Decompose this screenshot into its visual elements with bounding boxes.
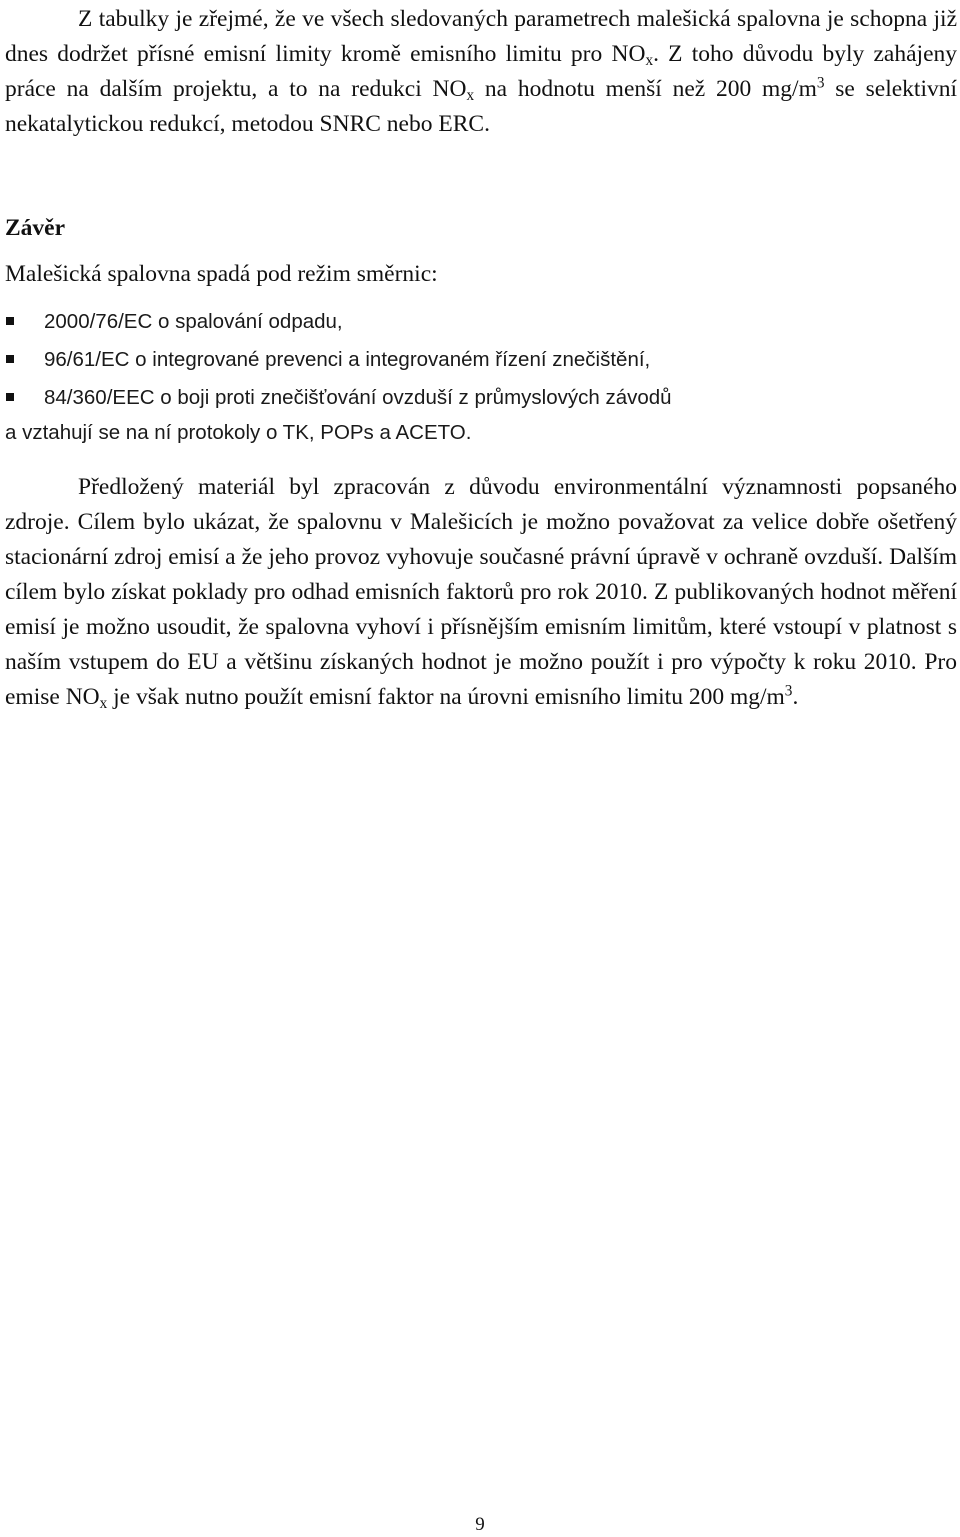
section-heading: Závěr xyxy=(5,215,66,241)
square-bullet-icon xyxy=(6,355,14,363)
paragraph-text: Předložený materiál byl zpracován z důvodu environmentální významnosti popsaného zdroje. Cílem bylo ukázat, že spalovnu v Malešicích je možno považovat za velice dobře ošetřený stacionární zdroj emisí a že jeho provoz vyhovuje současné právní úpravě v ochraně ovzduší. Dalším cílem bylo získat poklady pro odhad emisních faktorů pro rok 2010. Z publikovaných hodnot měření emisí je možno usoudit, že spalovna vyhoví i přísnějším emisním limitům, které vstoupí v platnost s naším vstupem do EU a většinu získaných hodnot je možno použít i pro výpočty k roku 2010. Pro emise NO xyxy=(5,474,957,710)
directive-text: 2000/76/EC o spalování odpadu, xyxy=(44,310,343,333)
list-item xyxy=(5,344,672,382)
square-bullet-icon xyxy=(6,393,14,401)
superscript: 3 xyxy=(816,74,825,92)
list-item xyxy=(5,382,672,420)
list-item xyxy=(5,306,672,344)
paragraph-text: . Z toho důvodu byly zahájeny práce na dalším projektu, a to na redukci NO xyxy=(5,41,957,102)
subscript: x xyxy=(645,51,654,69)
paragraph-text: na hodnotu menší než 200 mg/m xyxy=(474,76,817,102)
protocols-line: a vztahují se na ní protokoly o TK, POPs a ACETO. xyxy=(5,421,472,444)
square-bullet-icon xyxy=(6,317,14,325)
paragraph-text: . xyxy=(792,684,799,710)
paragraph-text: je však nutno použít emisní faktor na úrovni emisního limitu 200 mg/m xyxy=(107,684,785,710)
paragraph-text: se selektivní nekatalytickou redukcí, metodou SNRC nebo ERC. xyxy=(5,76,958,137)
directive-text: 84/360/EEC o boji proti znečišťování ovzduší z průmyslových závodů xyxy=(44,386,672,409)
paragraph-emission-limits xyxy=(5,2,957,142)
subscript: x xyxy=(99,694,108,712)
directive-list xyxy=(5,306,672,420)
directive-text: 96/61/EC o integrované prevenci a integrovaném řízení znečištění, xyxy=(44,348,651,371)
superscript: 3 xyxy=(784,682,793,700)
subscript: x xyxy=(466,86,475,104)
paragraph-conclusion xyxy=(5,470,957,715)
paragraph-text: Z tabulky je zřejmé, že ve všech sledovaných parametrech malešická spalovna je schopna již dnes dodržet přísné emisní limity kromě emisního limitu pro NO xyxy=(5,6,957,67)
directives-intro: Malešická spalovna spadá pod režim směrnic: xyxy=(5,261,438,287)
page-number: 9 xyxy=(475,1514,485,1535)
